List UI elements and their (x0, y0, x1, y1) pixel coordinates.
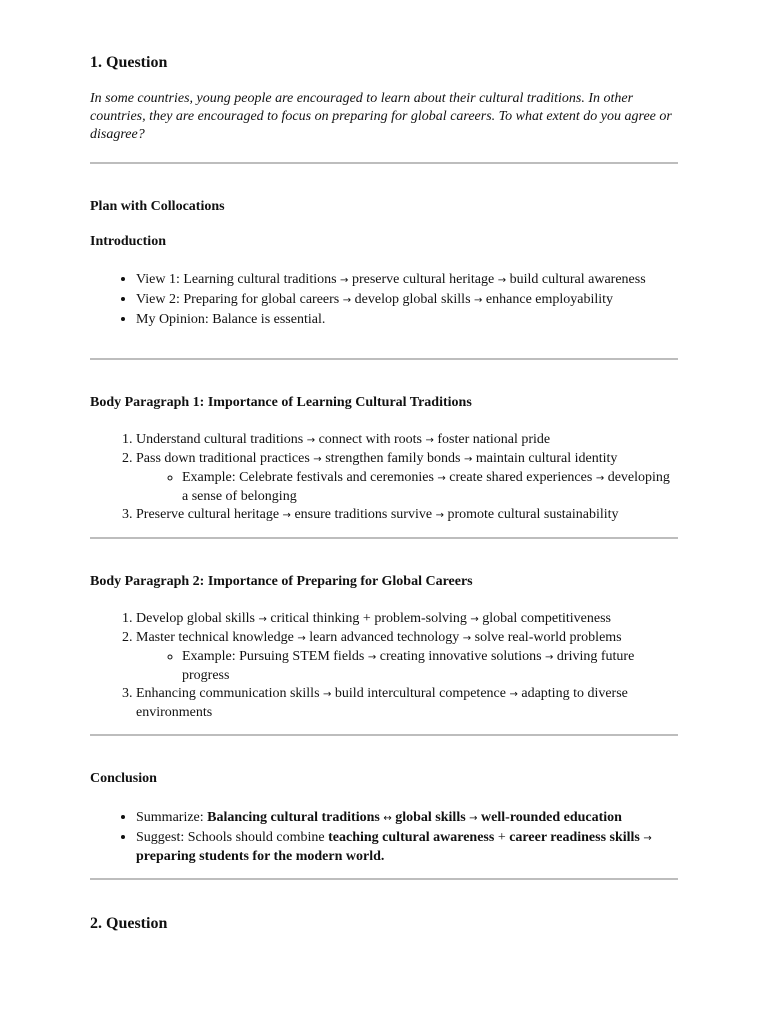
arrow-icon: → (474, 295, 483, 306)
arrow-icon: → (470, 614, 479, 625)
arrow-icon: → (425, 435, 434, 446)
arrow-icon: → (595, 473, 605, 484)
body-1-title: Body Paragraph 1: Importance of Learning Cultural Traditions (90, 395, 472, 410)
arrow-icon: → (297, 633, 306, 644)
introduction-list (90, 270, 678, 329)
conclusion-title: Conclusion (90, 771, 157, 786)
list-item: • View 1: Learning cultural traditions → preserve cultural heritage → build cultural awareness (136, 270, 678, 290)
sub-list (136, 469, 678, 506)
arrow-icon: → (323, 689, 332, 700)
arrow-icon: → (464, 454, 473, 465)
arrow-icon: → (469, 813, 478, 824)
conclusion-list (90, 808, 678, 866)
list-item: ◦ Example: Pursuing STEM fields → creating innovative solutions → driving future progress (182, 648, 678, 685)
introduction-title: Introduction (90, 234, 166, 249)
arrow-icon: → (435, 510, 444, 521)
divider (90, 162, 678, 164)
sub-list (136, 648, 678, 685)
list-item: 1. Understand cultural traditions → connect with roots → foster national pride (136, 431, 678, 450)
arrow-icon: → (342, 295, 352, 306)
arrow-icon: → (509, 689, 518, 700)
list-item: ◦ Example: Celebrate festivals and ceremonies → create shared experiences → developing a sense of belonging (182, 469, 678, 506)
divider (90, 537, 678, 539)
arrow-icon: → (306, 435, 316, 446)
list-item: 3. Enhancing communication skills → build intercultural competence → adapting to diverse environments (136, 685, 678, 722)
list-item: • View 2: Preparing for global careers → develop global skills → enhance employability (136, 290, 678, 310)
list-item: 3. Preserve cultural heritage → ensure traditions survive → promote cultural sustainability (136, 506, 678, 525)
question-2-title: 2. Question (90, 915, 168, 932)
body-2-list (90, 610, 678, 722)
list-item: 1. Develop global skills → critical thinking + problem-solving → global competitiveness (136, 610, 678, 629)
question-1-prompt: In some countries, young people are encouraged to learn about their cultural traditions. In other countries, they are encouraged to focus on preparing for global careers. To what extent do you agree or disagree? (90, 91, 672, 142)
arrow-icon: → (497, 275, 507, 286)
body-2-title: Body Paragraph 2: Importance of Preparing for Global Careers (90, 574, 473, 589)
list-item: • My Opinion: Balance is essential. (136, 310, 678, 329)
divider (90, 358, 678, 360)
double-arrow-icon: ↔ (383, 813, 392, 824)
divider (90, 734, 678, 736)
arrow-icon: → (282, 510, 291, 521)
arrow-icon: → (313, 454, 322, 465)
arrow-icon: → (462, 633, 472, 644)
arrow-icon: → (437, 473, 446, 484)
arrow-icon: → (545, 652, 554, 663)
list-item: 2. Master technical knowledge → learn advanced technology → solve real-world problems ◦ Example: Pursuing STEM fields → creating innovative solutions → driving future progress (136, 629, 678, 685)
list-item: • Summarize: Balancing cultural traditions ↔ global skills → well-rounded education (136, 808, 678, 828)
arrow-icon: → (340, 275, 349, 286)
divider (90, 878, 678, 880)
list-item: • Suggest: Schools should combine teaching cultural awareness + career readiness skills → preparing students for the modern world. (136, 828, 678, 866)
plan-title: Plan with Collocations (90, 199, 225, 214)
arrow-icon: → (367, 652, 377, 663)
list-item: 2. Pass down traditional practices → strengthen family bonds → maintain cultural identity ◦ Example: Celebrate festivals and ceremonies → create shared experiences → developing a sense of belonging (136, 450, 678, 506)
arrow-icon: → (258, 614, 267, 625)
arrow-icon: → (643, 833, 652, 844)
question-1-title: 1. Question (90, 54, 168, 71)
body-1-list (90, 431, 678, 525)
